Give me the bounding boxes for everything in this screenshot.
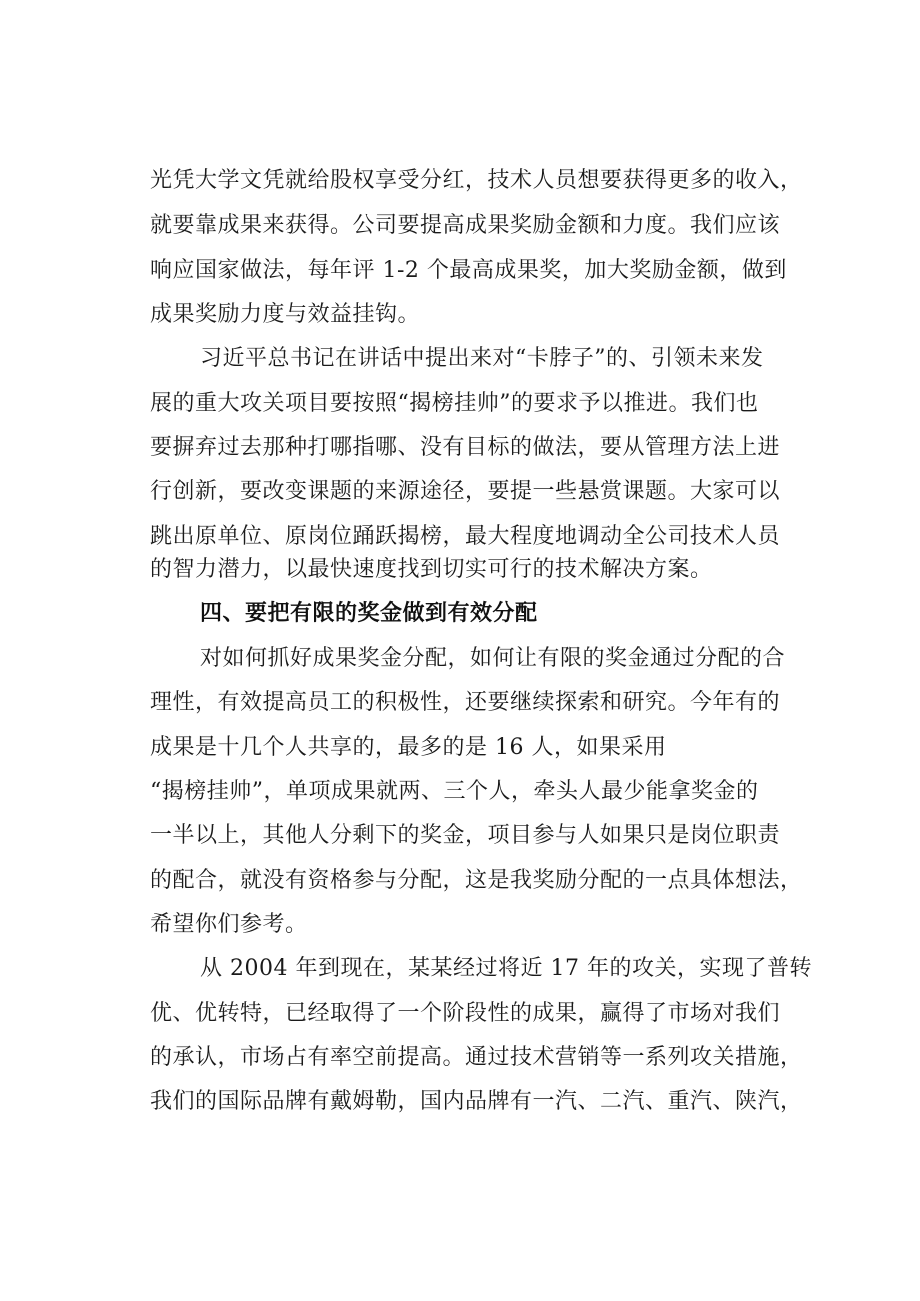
text-line: 优、优转特，已经取得了一个阶段性的成果，赢得了市场对我们 [150,1001,781,1026]
text-line: 我们的国际品牌有戴姆勒，国内品牌有一汽、二汽、重汽、陕汽， [150,1089,803,1114]
text-line: “揭榜挂帅”，单项成果就两、三个人，牵头人最少能拿奖金的 [150,779,759,804]
paragraph-first-line: 习近平总书记在讲话中提出来对“卡脖子”的、引领未来发 [200,346,764,371]
text-line: 理性，有效提高员工的积极性，还要继续探索和研究。今年有的 [150,690,781,715]
text-line: 就要靠成果来获得。公司要提高成果奖励金额和力度。我们应该 [150,213,781,238]
text-line: 希望你们参考。 [150,912,308,937]
text-line: 成果是十几个人共享的，最多的是 16 人，如果采用 [150,735,667,760]
text-line: 的智力潜力，以最快速度找到切实可行的技术解决方案。 [150,557,713,582]
paragraph-first-line: 对如何抓好成果奖金分配，如何让有限的奖金通过分配的合 [200,646,786,671]
paragraph-first-line: 从 2004 年到现在，某某经过将近 17 年的攻关，实现了普转 [200,956,812,981]
text-line: 成果奖励力度与效益挂钩。 [150,302,421,327]
text-line: 光凭大学文凭就给股权享受分红，技术人员想要获得更多的收入， [150,168,803,193]
text-line: 的承认，市场占有率空前提高。通过技术营销等一系列攻关措施， [150,1045,803,1070]
section-heading: 四、要把有限的奖金做到有效分配 [200,601,538,626]
text-line: 展的重大攻关项目要按照“揭榜挂帅”的要求予以推进。我们也 [150,391,759,416]
text-line: 行创新，要改变课题的来源途径，要提一些悬赏课题。大家可以 [150,479,781,504]
text-line: 的配合，就没有资格参与分配，这是我奖励分配的一点具体想法， [150,868,803,893]
text-line: 要摒弃过去那种打哪指哪、没有目标的做法，要从管理方法上进 [150,435,781,460]
text-line: 一半以上，其他人分剩下的奖金，项目参与人如果只是岗位职责 [150,823,781,848]
text-line: 响应国家做法，每年评 1-2 个最高成果奖，加大奖励金额，做到 [150,258,787,283]
text-line: 跳出原单位、原岗位踊跃揭榜，最大程度地调动全公司技术人员 [150,524,781,549]
